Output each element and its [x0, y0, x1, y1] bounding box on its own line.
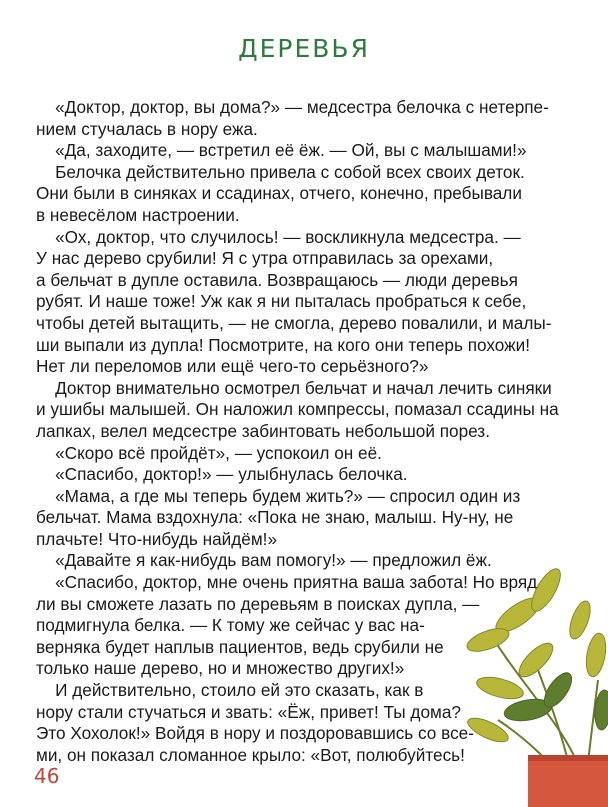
text-line: только наше дерево, но и множество других!»	[36, 658, 405, 679]
text-line: нору стали стучаться и звать: «Ёж, привет! Ты дома?	[36, 701, 461, 722]
text-line: ли вы сможете лазать по деревьям в поисках дупла, —	[36, 593, 480, 614]
text-line: плачьте! Что-нибудь найдём!»	[36, 528, 278, 549]
text-line: бельчат. Мама вздохнула: «Пока не знаю, малыш. Ну-ну, не	[36, 507, 514, 528]
text-line: Это Хохолок!» Войдя в нору и поздоровавшись со все-	[36, 723, 474, 744]
text-line: ши выпали из дупла! Посмотрите, на кого они теперь похожи!	[36, 334, 531, 355]
plant-pot	[528, 755, 608, 807]
page-number: 46	[34, 764, 60, 788]
text-line: Белочка действительно привела с собой всех своих деток.	[36, 161, 525, 182]
text-line: ми, он показал сломанное крыло: «Вот, полюбуйтесь!	[36, 744, 465, 765]
text-line: «Ох, доктор, что случилось! — воскликнула медсестра. —	[36, 226, 521, 247]
text-line: подмигнула белка. — К тому же сейчас у вас на-	[36, 615, 425, 636]
text-line: «Доктор, доктор, вы дома?» — медсестра белочка с нетерпе-	[36, 97, 549, 117]
text-line: Они были в синяках и ссадинах, отчего, конечно, пребывали	[36, 183, 522, 204]
potted-plant-icon	[458, 560, 608, 807]
text-line: «Спасибо, доктор, мне очень приятна ваша забота! Но вряд	[36, 572, 538, 593]
text-line: а бельчат в дупле оставила. Возвращаюсь — люди деревья	[36, 269, 518, 290]
text-line: в невесёлом настроении.	[36, 204, 240, 225]
text-line: рубят. И наше тоже! Уж как я ни пыталась пробраться к себе,	[36, 291, 527, 312]
text-line: «Да, заходите, — встретил её ёж. — Ой, вы с малышами!»	[36, 140, 527, 161]
text-line: «Давайте я как-нибудь вам помогу!» — предложил ёж.	[36, 550, 492, 571]
text-line: нием стучалась в нору ежа.	[36, 118, 258, 139]
text-line: «Спасибо, доктор!» — улыбнулась белочка.	[36, 464, 408, 485]
text-line: «Мама, а где мы теперь будем жить?» — спросил один из	[36, 485, 521, 506]
text-line: И действительно, стоило ей это сказать, как в	[36, 680, 424, 701]
text-line: и ушибы малышей. Он наложил компрессы, помазал ссадины на	[36, 399, 559, 420]
text-line: «Скоро всё пройдёт», — успокоил он её.	[36, 442, 382, 463]
text-line: У нас дерево срубили! Я с утра отправилась за орехами,	[36, 248, 494, 269]
text-line: Нет ли переломов или ещё чего-то серьёзного?»	[36, 356, 429, 377]
text-line: Доктор внимательно осмотрел бельчат и начал лечить синяки	[36, 377, 552, 398]
text-line: верняка будет наплыв пациентов, ведь срубили не	[36, 636, 444, 657]
text-line: чтобы детей вытащить, — не смогла, дерево повалили, и малы-	[36, 312, 552, 333]
chapter-title: ДЕРЕВЬЯ	[238, 34, 370, 63]
text-line: лапках, велел медсестре забинтовать небольшой порез.	[36, 420, 490, 441]
